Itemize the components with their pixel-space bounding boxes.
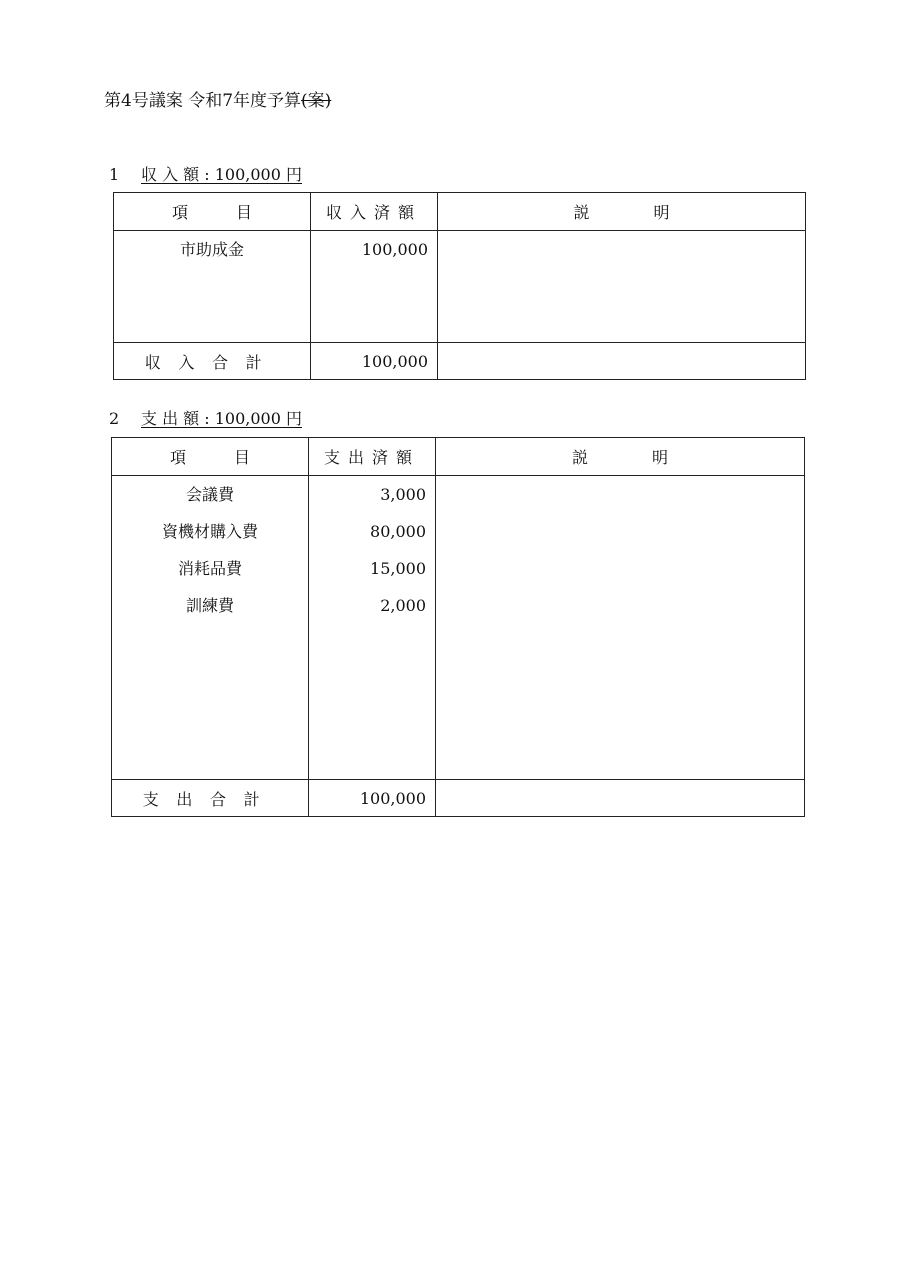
expense-section-heading	[109, 406, 302, 429]
income-col-amount: 収入済額	[311, 193, 438, 231]
income-total-description	[438, 343, 806, 380]
expense-total-row	[112, 780, 805, 817]
income-amount-cell	[311, 231, 438, 343]
income-section-heading	[109, 162, 302, 185]
expense-description	[436, 550, 804, 587]
income-section-number: 1	[109, 165, 120, 184]
income-total-amount: 100,000	[311, 343, 438, 380]
income-total-row	[114, 343, 806, 380]
income-body-row	[114, 231, 806, 343]
income-table	[113, 192, 806, 380]
expense-item: 会議費	[185, 485, 234, 504]
expense-description-cell	[436, 476, 805, 780]
expense-amount-cell	[309, 476, 436, 780]
income-col-item: 項 目	[114, 193, 311, 231]
page-title	[104, 86, 331, 111]
title-main: 第4号議案 令和7年度予算	[104, 91, 302, 111]
expense-total-amount: 100,000	[309, 780, 436, 817]
expense-total-label: 支出合計	[112, 780, 309, 817]
expense-description	[436, 476, 804, 513]
expense-total-description	[436, 780, 805, 817]
expense-header-row	[112, 438, 805, 476]
expense-table	[111, 437, 805, 817]
expense-description	[436, 513, 804, 550]
expense-item-cell	[112, 476, 309, 780]
income-amount: 100,000	[361, 240, 428, 259]
income-header-row	[114, 193, 806, 231]
expense-item: 訓練費	[185, 596, 234, 615]
title-struck-suffix: (案)	[301, 91, 332, 111]
income-total-label: 収入合計	[114, 343, 311, 380]
expense-description	[436, 587, 804, 624]
income-col-description: 説 明	[438, 193, 806, 231]
income-description	[438, 231, 805, 268]
income-item-cell	[114, 231, 311, 343]
expense-col-item: 項 目	[112, 438, 309, 476]
income-description-cell	[438, 231, 806, 343]
income-item: 市助成金	[179, 240, 244, 259]
expense-amount: 2,000	[380, 596, 426, 615]
expense-col-description: 説 明	[436, 438, 805, 476]
expense-amount: 80,000	[370, 522, 426, 541]
expense-item: 資機材購入費	[161, 522, 258, 541]
expense-body-row	[112, 476, 805, 780]
expense-amount: 15,000	[370, 559, 426, 578]
income-heading-text: 収 入 額 : 100,000 円	[141, 165, 302, 184]
expense-section-number: 2	[109, 409, 120, 428]
expense-col-amount: 支出済額	[309, 438, 436, 476]
expense-item: 消耗品費	[177, 559, 242, 578]
expense-amount: 3,000	[380, 485, 426, 504]
expense-heading-text: 支 出 額 : 100,000 円	[141, 409, 302, 428]
